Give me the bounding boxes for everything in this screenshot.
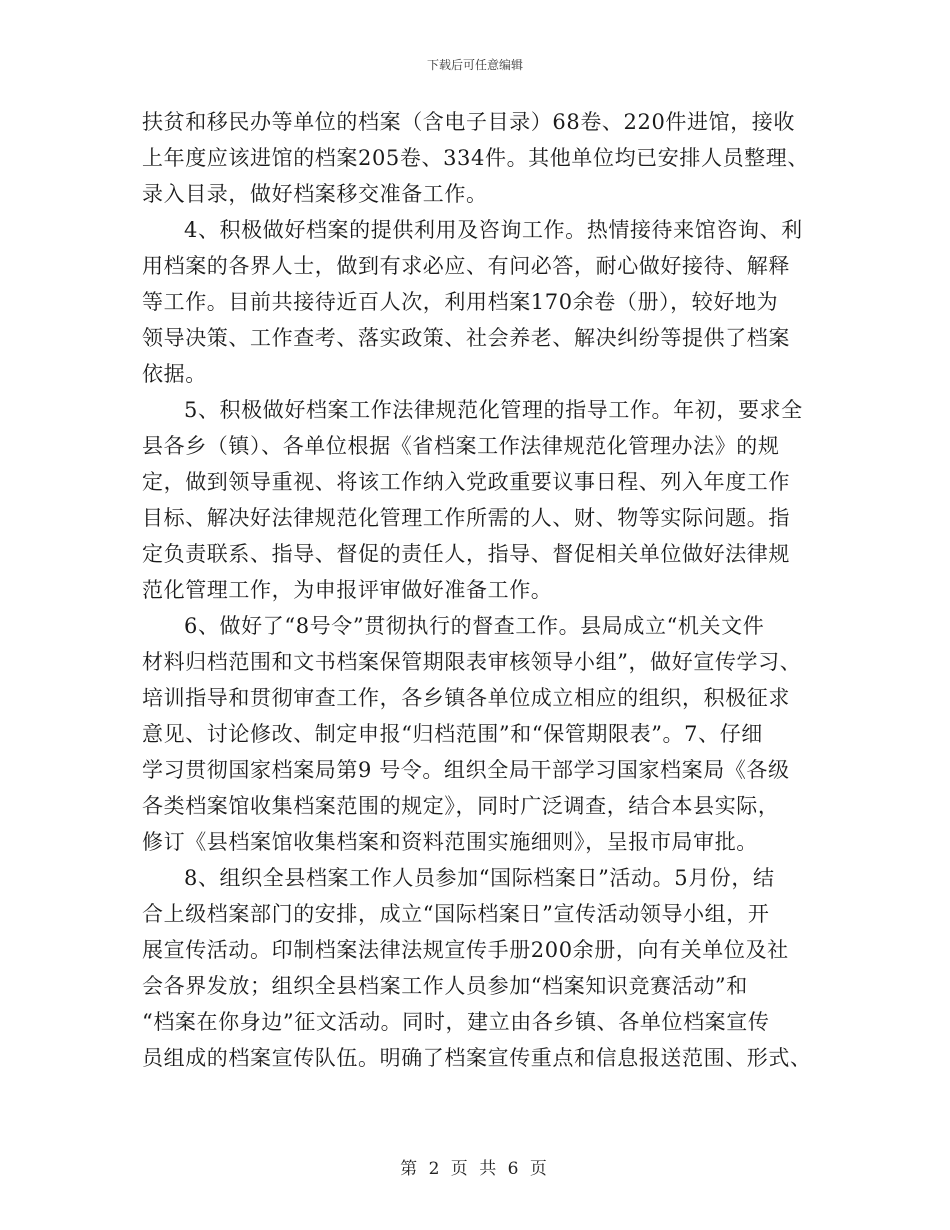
- paragraph-5-start: 5、积极做好档案工作法律规范化管理的指导工作。年初，要求全: [184, 398, 803, 422]
- paragraph-4-start: 4、积极做好档案的提供利用及咨询工作。热情接待来馆咨询、利: [184, 218, 803, 242]
- text-line: “档案在你身边”征文活动。同时，建立由各乡镇、各单位档案宣传: [142, 1010, 770, 1034]
- text-line: 合上级档案部门的安排，成立“国际档案日”宣传活动领导小组，开: [142, 902, 770, 926]
- text-line: 意见、讨论修改、制定申报“归档范围”和“保管期限表”。7、仔细: [142, 722, 763, 746]
- text-line: 录入目录，做好档案移交准备工作。: [142, 182, 488, 206]
- text-line: 用档案的各界人士，做到有求必应、有问必答，耐心做好接待、解释: [142, 254, 790, 278]
- text-line: 目标、解决好法律规范化管理工作所需的人、财、物等实际问题。指: [142, 506, 790, 530]
- text-line: 学习贯彻国家档案局第9 号令。组织全局干部学习国家档案局《各级: [142, 758, 790, 782]
- text-line: 修订《县档案馆收集档案和资料范围实施细则》，呈报市局审批。: [142, 830, 758, 854]
- text-line: 定负责联系、指导、督促的责任人，指导、督促相关单位做好法律规: [142, 542, 790, 566]
- paragraph-6-start: 6、做好了“8号令”贯彻执行的督查工作。县局成立“机关文件: [184, 614, 765, 638]
- text-line: 依据。: [142, 362, 207, 386]
- text-line: 定，做到领导重视、将该工作纳入党政重要议事日程、列入年度工作: [142, 470, 790, 494]
- text-line: 范化管理工作，为申报评审做好准备工作。: [142, 578, 553, 602]
- header-note: 下载后可任意编辑: [426, 58, 523, 72]
- text-line: 员组成的档案宣传队伍。明确了档案宣传重点和信息报送范围、形式、: [142, 1046, 812, 1070]
- text-line: 上年度应该进馆的档案205卷、334件。其他单位均已安排人员整理、: [142, 146, 809, 170]
- body-text: [142, 104, 812, 1076]
- text-line: 培训指导和贯彻审查工作，各乡镇各单位成立相应的组织，积极征求: [142, 686, 790, 710]
- text-line: 各类档案馆收集档案范围的规定》，同时广泛调查，结合本县实际，: [142, 794, 780, 818]
- text-line: 县各乡（镇）、各单位根据《省档案工作法律规范化管理办法》的规: [142, 434, 780, 458]
- paragraph-8-start: 8、组织全县档案工作人员参加“国际档案日”活动。5月份，结: [184, 866, 775, 890]
- text-line: 材料归档范围和文书档案保管期限表审核领导小组”，做好宣传学习、: [142, 650, 802, 674]
- text-line: 领导决策、工作查考、落实政策、社会养老、解决纠纷等提供了档案: [142, 326, 790, 350]
- text-line: 扶贫和移民办等单位的档案（含电子目录）68卷、220件进馆，接收: [142, 110, 796, 134]
- text-line: 会各界发放；组织全县档案工作人员参加“档案知识竞赛活动”和: [142, 974, 748, 998]
- text-line: 展宣传活动。印制档案法律法规宣传手册200余册，向有关单位及社: [142, 938, 789, 962]
- page-number-footer: 第 2 页 共 6 页: [400, 1159, 550, 1179]
- text-line: 等工作。目前共接待近百人次，利用档案170余卷（册），较好地为: [142, 290, 779, 314]
